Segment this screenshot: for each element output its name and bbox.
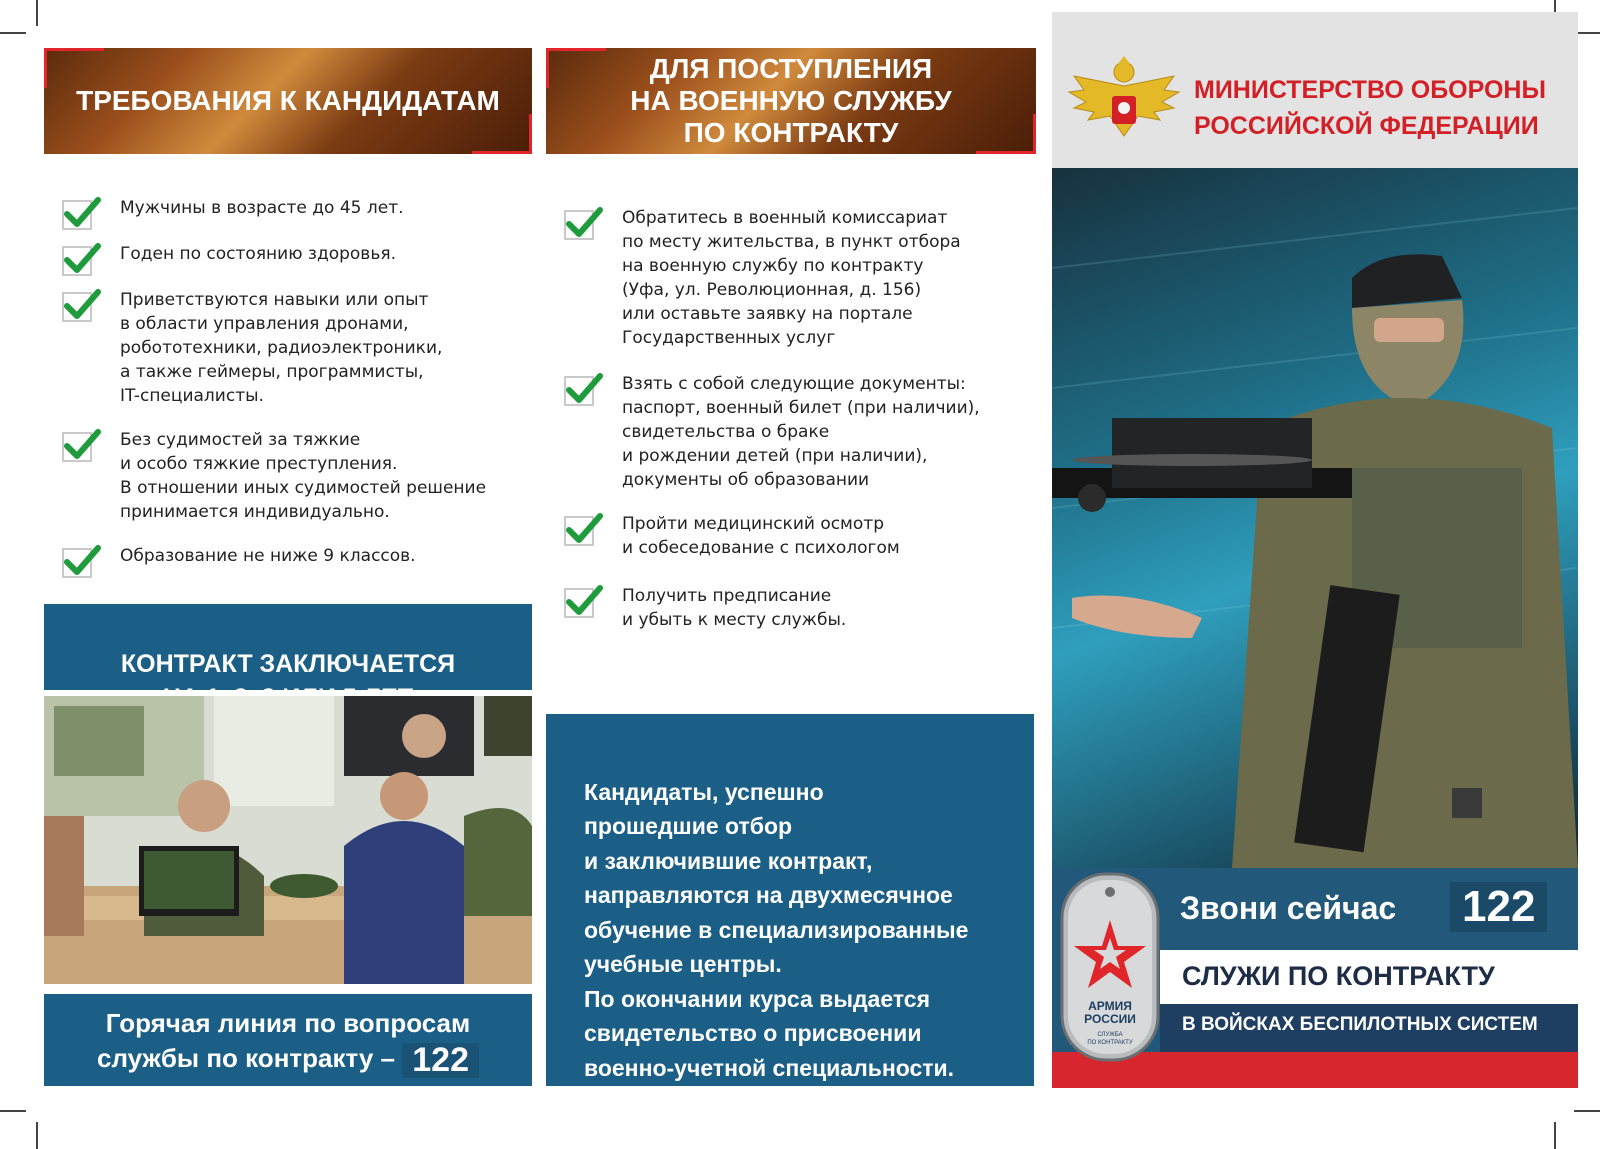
step-text: Обратитесь в военный комиссариат по месту жительства, в пункт отбора на военную службу по контракту (Уфа, ул. Революционная, д. 156) или оставьте заявку на портале Государственных услуг — [622, 208, 961, 348]
requirement-text: Мужчины в возрасте до 45 лет. — [120, 198, 404, 218]
list-item — [58, 428, 538, 544]
checkmark-icon — [62, 200, 92, 230]
checkmark-icon — [564, 210, 594, 240]
steps-list — [560, 206, 1020, 644]
dog-tag-line-1: АРМИЯ — [1088, 999, 1132, 1013]
contract-term-text: КОНТРАКТ ЗАКЛЮЧАЕТСЯ — [120, 650, 456, 678]
admission-banner — [546, 48, 1036, 154]
recruitment-office-photo — [44, 696, 532, 984]
call-to-action-panel — [1052, 868, 1578, 1088]
call-number[interactable]: 122 — [1450, 882, 1547, 932]
ministry-header — [1052, 12, 1578, 168]
training-info-box — [546, 714, 1034, 1086]
list-item — [58, 242, 538, 288]
ministry-title: МИНИСТЕРСТВО ОБОРОНЫ РОССИЙСКОЙ ФЕДЕРАЦИИ — [1194, 76, 1546, 140]
hotline-line-2 — [44, 1041, 532, 1078]
list-item — [560, 512, 1020, 584]
requirements-list — [58, 196, 538, 584]
service-subtitle: В ВОЙСКАХ БЕСПИЛОТНЫХ СИСТЕМ — [1182, 1014, 1538, 1035]
requirement-text: Образование не ниже 9 классов. — [120, 546, 416, 566]
soldier-with-drone-photo — [1052, 168, 1578, 868]
banner-corner — [44, 48, 104, 88]
checkmark-icon — [62, 548, 92, 578]
hotline-line-1: Горячая линия по вопросам — [105, 1008, 471, 1038]
list-item — [560, 584, 1020, 644]
dog-tag-line-4: ПО КОНТРАКТУ — [1087, 1040, 1133, 1046]
requirement-text: Годен по состоянию здоровья. — [120, 244, 396, 264]
step-text: Пройти медицинский осмотр и собеседование с психологом — [622, 514, 900, 558]
hotline-number[interactable]: 122 — [402, 1043, 479, 1078]
dog-tag-line-3: СЛУЖБА — [1097, 1032, 1123, 1038]
step-text: Взять с собой следующие документы: паспорт, военный билет (при наличии), свидетельства о браке и рождении детей (при наличии), документы об образовании — [622, 374, 980, 490]
checkmark-icon — [62, 246, 92, 276]
call-now-text: Звони сейчас — [1180, 890, 1397, 926]
list-item — [560, 372, 1020, 512]
hotline-box — [44, 994, 532, 1086]
crop-mark — [0, 1110, 26, 1112]
checkmark-icon — [62, 292, 92, 322]
requirements-banner-title: ТРЕБОВАНИЯ К КАНДИДАТАМ — [76, 85, 500, 116]
list-item — [560, 206, 1020, 372]
army-dog-tag-icon — [1058, 868, 1162, 1066]
requirements-banner — [44, 48, 532, 154]
checkmark-icon — [564, 588, 594, 618]
checkmark-icon — [62, 432, 92, 462]
checkmark-icon — [564, 376, 594, 406]
banner-corner — [472, 114, 532, 154]
hotline-text: службы по контракту – — [97, 1043, 396, 1073]
list-item — [58, 196, 538, 242]
requirement-text: Приветствуются навыки или опыт в области управления дронами, робототехники, радиоэлектроники, а также геймеры, программисты, IT-специалисты. — [120, 290, 443, 406]
crop-mark — [0, 32, 26, 34]
dog-tag-line-2: РОССИИ — [1084, 1012, 1136, 1026]
service-title: СЛУЖИ ПО КОНТРАКТУ — [1182, 961, 1495, 991]
contract-term-box — [44, 604, 532, 690]
step-text: Получить предписание и убыть к месту службы. — [622, 586, 847, 630]
crop-mark — [1554, 1122, 1556, 1149]
crop-mark — [36, 0, 38, 26]
banner-corner — [976, 114, 1036, 154]
list-item — [58, 544, 538, 584]
checkmark-icon — [564, 516, 594, 546]
requirement-text: Без судимостей за тяжкие и особо тяжкие преступления. В отношении иных судимостей решение принимается индивидуально. — [120, 430, 487, 522]
double-headed-eagle-emblem-icon — [1064, 56, 1184, 152]
crop-mark — [1574, 1110, 1600, 1112]
list-item — [58, 288, 538, 428]
crop-mark — [36, 1122, 38, 1149]
training-info-text: Кандидаты, успешно прошедшие отбор и заключившие контракт, направляются на двухмесячное обучение в специализированные учебные центры. По окончании курса выдается свидетельство о присвоении военно-учетной специальности. — [584, 778, 969, 1081]
banner-corner — [546, 48, 606, 88]
admission-banner-title: ДЛЯ ПОСТУПЛЕНИЯ НА ВОЕННУЮ СЛУЖБУ ПО КОНТРАКТУ — [630, 53, 952, 148]
